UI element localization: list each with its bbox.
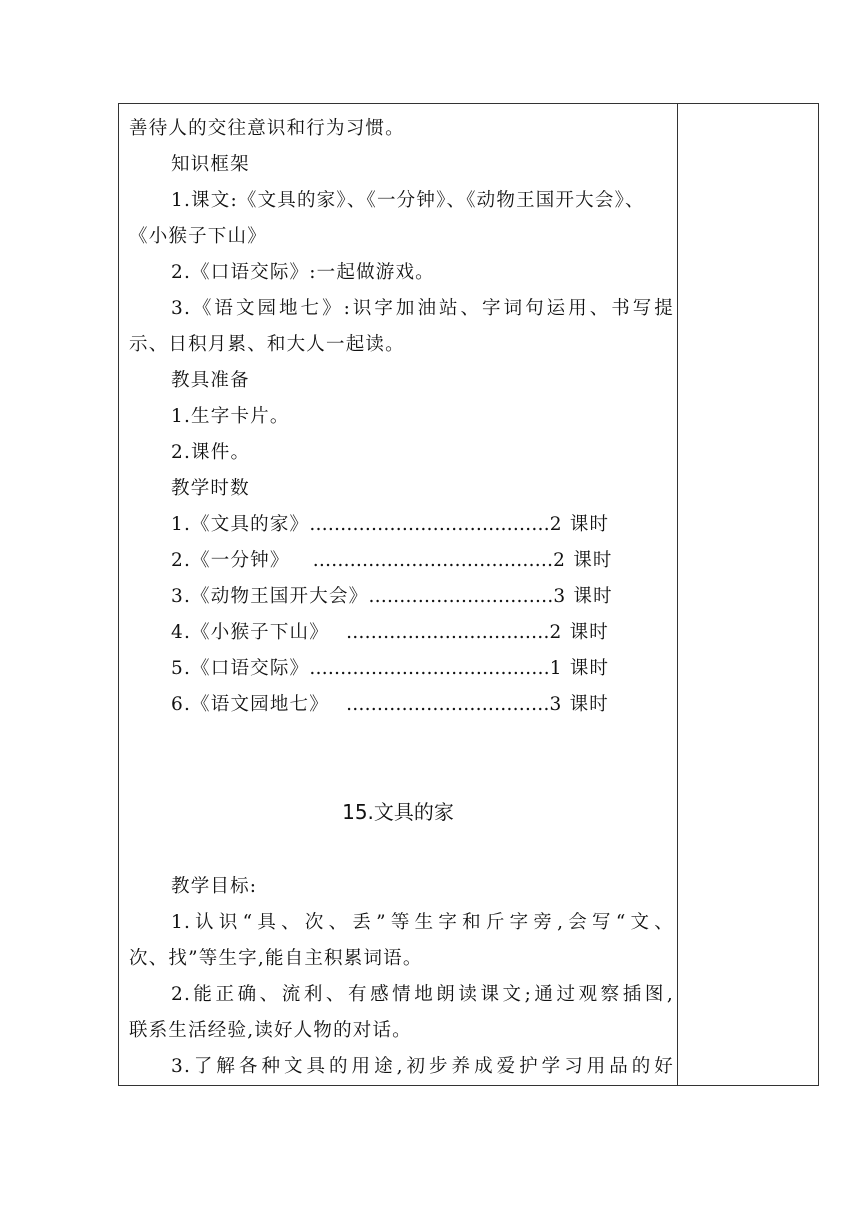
text-line: 3.了解各种文具的用途,初步养成爱护学习用品的好 bbox=[171, 1056, 674, 1077]
text-line: 1.认识“具、次、丢”等生字和斤字旁,会写“文、 bbox=[171, 912, 674, 933]
toc-dots: ………………………………… bbox=[309, 658, 550, 679]
text-line: 2.《口语交际》:一起做游戏。 bbox=[171, 262, 435, 283]
text-line: 次、找”等生字,能自主积累词语。 bbox=[129, 948, 423, 969]
text-line: 3.《语文园地七》:识字加油站、字词句运用、书写提 bbox=[171, 298, 674, 319]
goals-heading: 教学目标: bbox=[171, 876, 258, 897]
toc-label: 4.《小猴子下山》 bbox=[171, 622, 337, 643]
text-line: 善待人的交往意识和行为习惯。 bbox=[129, 118, 405, 139]
lesson-title: 15.文具的家 bbox=[342, 800, 454, 824]
toc-hours: 2 课时 bbox=[549, 622, 609, 643]
text-line: 示、日积月累、和大人一起读。 bbox=[129, 334, 405, 355]
section-heading-knowledge: 知识框架 bbox=[171, 154, 250, 175]
toc-label: 3.《动物王国开大会》 bbox=[171, 586, 369, 607]
toc-label: 1.《文具的家》 bbox=[171, 514, 310, 535]
toc-entry bbox=[171, 621, 609, 645]
text-line: 2.课件。 bbox=[171, 442, 251, 463]
toc-hours: 3 课时 bbox=[549, 694, 609, 715]
text-line: 1.课文:《文具的家》、《一分钟》、《动物王国开大会》、 bbox=[171, 190, 645, 211]
text-line: 联系生活经验,读好人物的对话。 bbox=[129, 1020, 412, 1041]
section-heading-hours: 教学时数 bbox=[171, 478, 250, 499]
toc-hours: 3 课时 bbox=[553, 586, 613, 607]
toc-dots: ………………………………… bbox=[312, 550, 554, 571]
toc-entry bbox=[171, 585, 613, 609]
text-line: 2.能正确、流利、有感情地朗读课文;通过观察插图, bbox=[171, 984, 674, 1005]
toc-label: 5.《口语交际》 bbox=[171, 658, 310, 679]
section-heading-tools: 教具准备 bbox=[171, 370, 250, 391]
toc-dots: ………………………… bbox=[368, 586, 554, 607]
main-content-cell bbox=[119, 104, 677, 1085]
text-line: 1.生字卡片。 bbox=[171, 406, 290, 427]
toc-hours: 2 课时 bbox=[549, 514, 610, 535]
toc-hours: 1 课时 bbox=[549, 658, 610, 679]
toc-dots: …………………………… bbox=[346, 622, 550, 643]
lesson-plan-table bbox=[118, 103, 819, 1086]
toc-dots: …………………………… bbox=[346, 694, 550, 715]
toc-entry bbox=[171, 693, 609, 717]
toc-label: 6.《语文园地七》 bbox=[171, 694, 337, 715]
toc-label: 2.《一分钟》 bbox=[171, 550, 297, 571]
toc-entry bbox=[171, 513, 609, 537]
text-line: 《小猴子下山》 bbox=[129, 226, 267, 247]
toc-entry bbox=[171, 549, 613, 573]
toc-dots: ………………………………… bbox=[309, 514, 550, 535]
notes-cell bbox=[678, 104, 818, 1085]
toc-entry bbox=[171, 657, 609, 681]
toc-hours: 2 课时 bbox=[553, 550, 613, 571]
